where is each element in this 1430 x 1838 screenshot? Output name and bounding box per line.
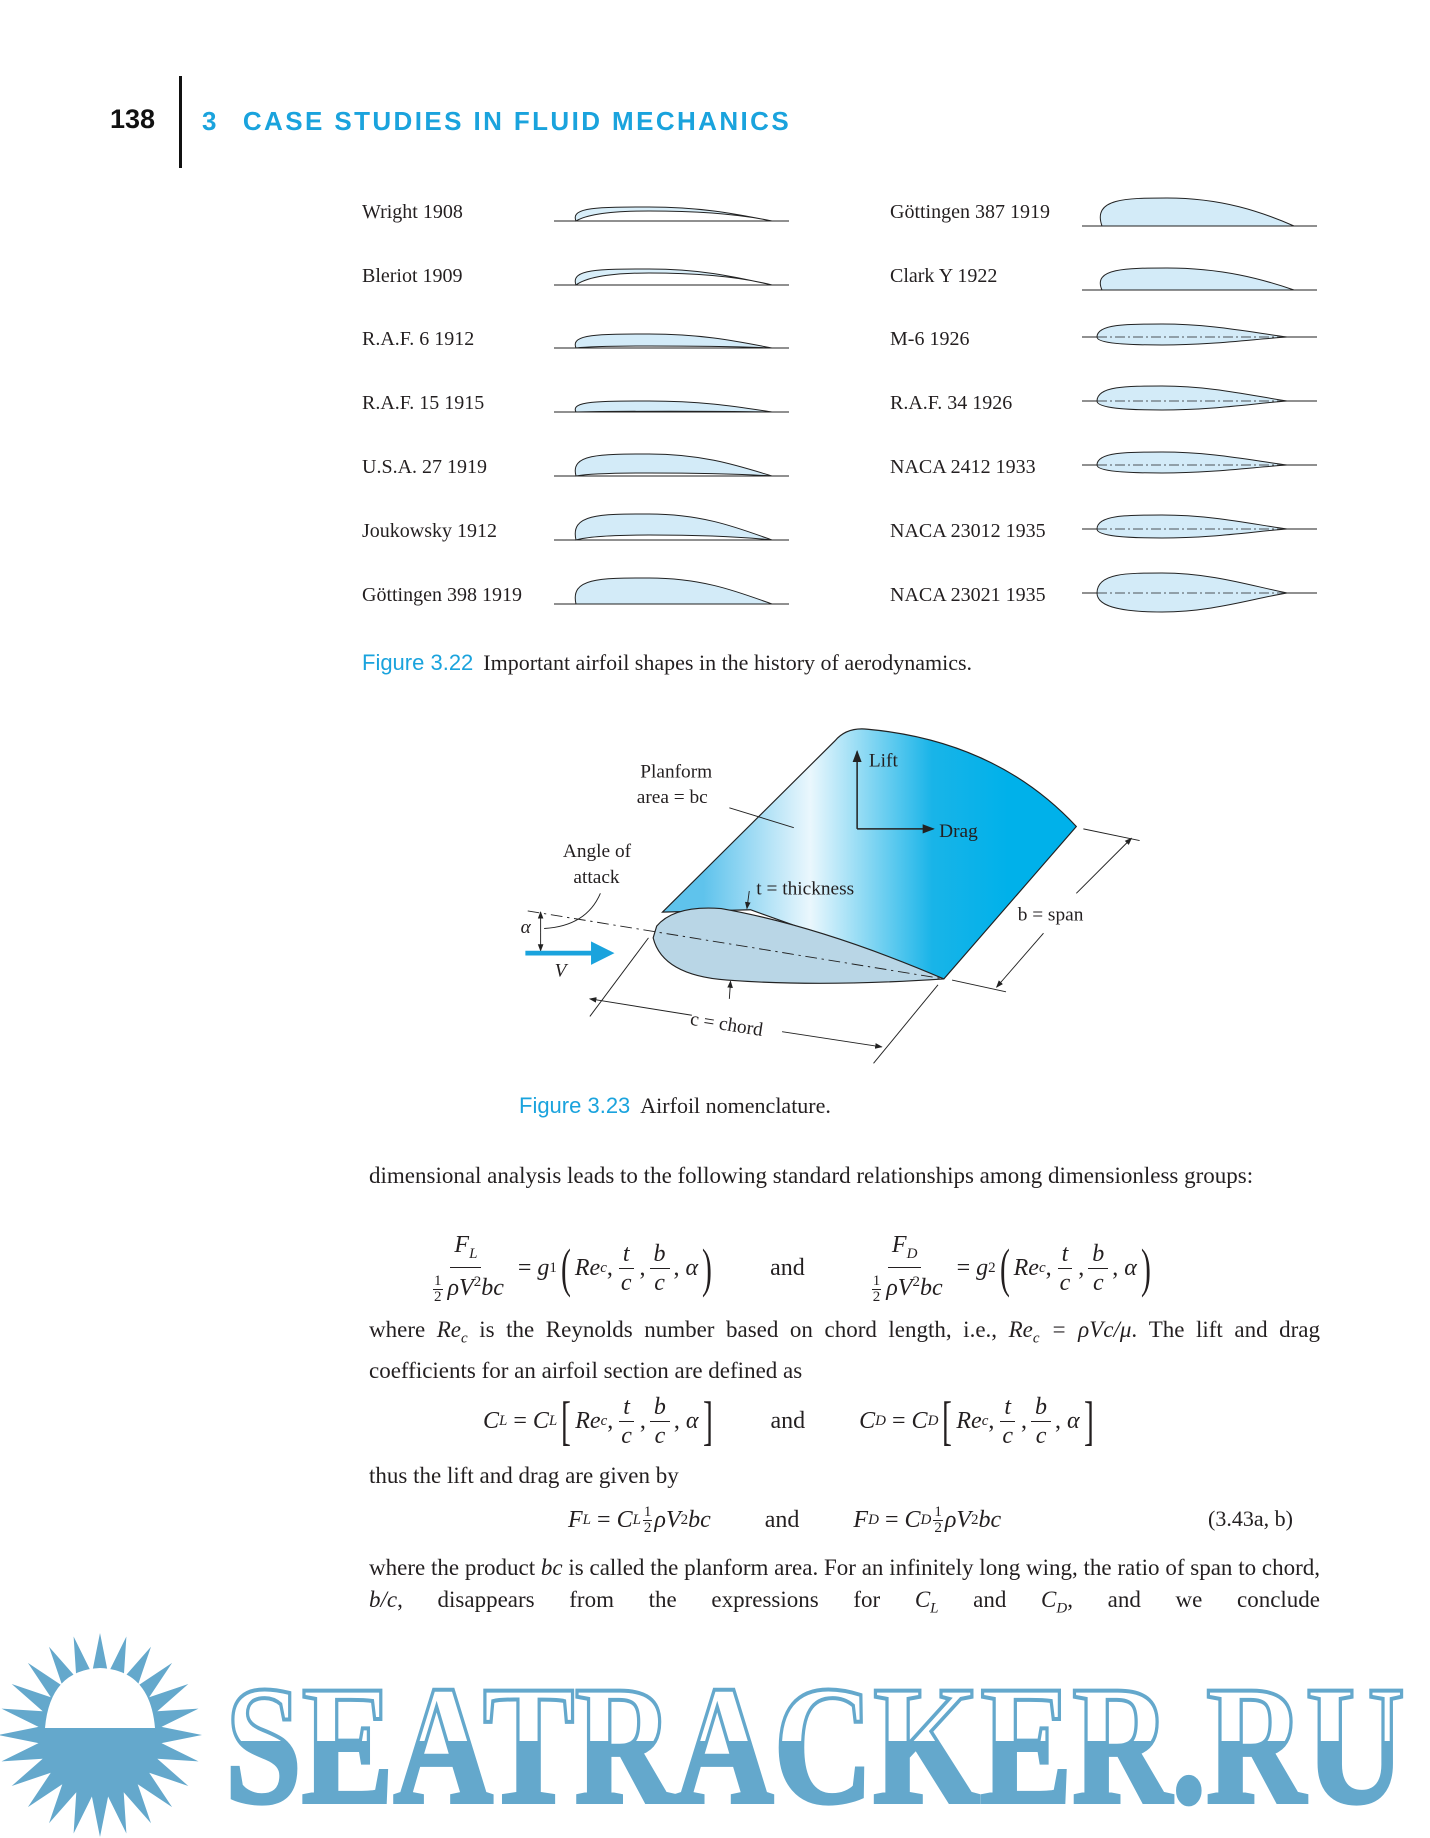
lift-label: Lift	[868, 750, 898, 772]
chapter-heading	[202, 106, 791, 137]
span-label: b = span	[1017, 904, 1084, 926]
page-number: 138	[110, 104, 156, 134]
figure-3-22-caption	[362, 650, 972, 676]
airfoil-label: Wright 1908	[362, 201, 463, 223]
chapter-number: 3	[202, 106, 219, 136]
airfoil-shape-right-5	[1082, 439, 1322, 489]
airfoil-shape-right-1	[1082, 184, 1322, 234]
airfoil-label: NACA 23012 1935	[890, 520, 1046, 542]
thickness-arrow-bottom	[729, 981, 730, 999]
watermark-logo	[0, 1630, 1430, 1838]
paragraph-reynolds: where $Re_c$ is the Reynolds number based on chord length, i.e., $Re_c = \rho Vc/\mu$. The lift and drag coefficients for an airfoil section are defined as	[369, 1317, 1320, 1383]
span-dim-bottom	[997, 933, 1044, 987]
span-dim-top	[1076, 838, 1131, 893]
airfoil-shape-left-2	[554, 248, 794, 298]
and-text: and	[770, 1254, 805, 1281]
airfoil-label: Clark Y 1922	[890, 265, 998, 287]
equation-force-relations: $F_L$ $\frac{1}{2}$ $\rho V^2bc$ = g 1 ( Re c , $\frac{t}{c}$ , $\frac{b}{c}$ , α ) and $F_D$ $\frac{1}{2}$ $\rho V^2bc$ = g 2 ( Re c , $\frac{t}{c}$ , $\frac{b}{c}$ , α )	[434, 1231, 1151, 1306]
planform-label: Planform	[640, 761, 713, 783]
alpha-label: α	[520, 917, 531, 939]
thickness-label: t = thickness	[756, 878, 855, 900]
chord-extension-right	[874, 985, 938, 1064]
airfoil-label: R.A.F. 15 1915	[362, 392, 485, 414]
airfoil-label: U.S.A. 27 1919	[362, 456, 488, 478]
chapter-title: CASE STUDIES IN FLUID MECHANICS	[242, 106, 792, 136]
watermark-text: SEATRACKER.RU	[225, 1651, 1405, 1838]
airfoil-shape-right-2	[1082, 248, 1322, 298]
paragraph-dimensional-analysis: dimensional analysis leads to the following standard relationships among dimensionless groups:	[369, 1163, 1254, 1188]
airfoil-label: R.A.F. 34 1926	[890, 392, 1013, 414]
caption-text: Airfoil nomenclature.	[640, 1093, 831, 1118]
airfoil-label: Göttingen 387 1919	[890, 201, 1050, 223]
equation-coefficients: C L = C L [ Re c , $\frac{t}{c}$ , $\frac{b}{c}$ , α ] and C D = C D [ Re c , $\frac{t}{c}$ , $\frac{b}{c}$ , α ]	[483, 1391, 1094, 1451]
airfoil-label: NACA 23021 1935	[890, 584, 1046, 606]
header-divider	[179, 76, 182, 168]
velocity-label: V	[554, 960, 567, 982]
figure-3-23-airfoil-nomenclature	[516, 715, 1149, 1067]
airfoil-label: Bleriot 1909	[362, 265, 463, 287]
figure-label: Figure 3.23	[519, 1093, 631, 1118]
airfoil-shape-right-4	[1082, 375, 1322, 425]
angle-leader	[544, 893, 600, 928]
airfoil-label: R.A.F. 6 1912	[362, 328, 475, 350]
airfoil-shape-left-6	[554, 503, 794, 553]
equation-number: (3.43a, b)	[1208, 1506, 1293, 1531]
equation-lift-drag: F L = C L $\frac{1}{2}$ ρV 2 bc and F D = C D $\frac{1}{2}$ ρV 2 bc	[568, 1503, 1002, 1536]
paragraph-planform: where the product bc is called the planform area. For an infinitely long wing, the ratio of span to chord, b/c, disappears from the expressions for $C_L$ and $C_D$, and we conclude	[369, 1555, 1320, 1617]
airfoil-label: Göttingen 398 1919	[362, 584, 522, 606]
figure-3-23-caption	[519, 1093, 831, 1119]
chord-label: c = chord	[688, 1008, 765, 1042]
airfoil-label: NACA 2412 1933	[890, 456, 1036, 478]
airfoil-shape-right-6	[1082, 503, 1322, 553]
planform-area-label: area = bc	[636, 787, 708, 809]
figure-label: Figure 3.22	[362, 650, 474, 675]
paragraph-thus: thus the lift and drag are given by	[369, 1463, 679, 1488]
airfoil-shape-right-3	[1082, 311, 1322, 361]
airfoil-shape-left-7	[554, 567, 794, 617]
angle-label: Angle of	[562, 841, 632, 863]
chord-dim-right	[782, 1032, 882, 1047]
chord-extension-left	[590, 938, 649, 1017]
airfoil-label: Joukowsky 1912	[362, 520, 498, 542]
airfoil-shape-right-7	[1082, 567, 1322, 617]
attack-label: attack	[573, 866, 620, 888]
airfoil-shape-left-5	[554, 439, 794, 489]
drag-label: Drag	[939, 821, 978, 843]
sun-icon	[0, 1633, 202, 1837]
airfoil-shape-left-4	[554, 375, 794, 425]
chord-dim-left	[590, 999, 692, 1015]
airfoil-shape-left-3	[554, 311, 794, 361]
caption-text: Important airfoil shapes in the history of aerodynamics.	[483, 650, 973, 675]
airfoil-shape-left-1	[554, 184, 794, 234]
airfoil-label: M-6 1926	[890, 328, 970, 350]
